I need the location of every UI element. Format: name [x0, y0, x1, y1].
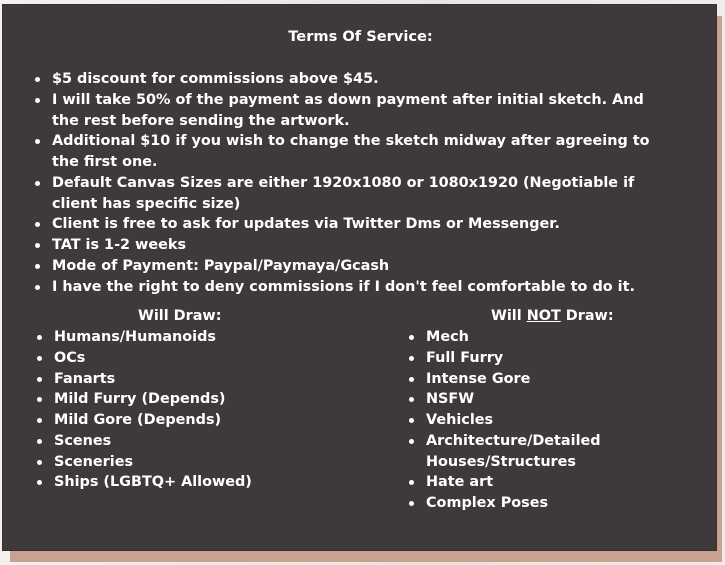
will-not-draw-item — [409, 493, 639, 514]
bullet-icon — [409, 501, 414, 506]
terms-item — [35, 214, 675, 235]
will-not-draw-list — [409, 327, 639, 514]
will-not-draw-item — [409, 348, 639, 369]
bullet-icon — [35, 77, 40, 82]
terms-item-text: Default Canvas Sizes are either 1920x1080 or 1080x1920 (Negotiable if client has specific size) — [52, 174, 635, 212]
bullet-icon — [37, 356, 42, 361]
bullet-icon — [37, 397, 42, 402]
will-not-draw-heading — [491, 306, 614, 326]
will-draw-item — [37, 348, 367, 369]
will-not-draw-item — [409, 389, 639, 410]
will-not-draw-heading-prefix: Will — [491, 308, 527, 324]
bullet-icon — [409, 335, 414, 340]
will-not-draw-item-text: NSFW — [426, 391, 475, 408]
bullet-icon — [409, 377, 414, 382]
will-draw-item — [37, 472, 367, 493]
terms-item-text: $5 discount for commissions above $45. — [52, 71, 379, 87]
terms-item-text: I have the right to deny commissions if I don't feel comfortable to do it. — [52, 278, 635, 295]
will-draw-item-text: Mild Furry (Depends) — [54, 391, 226, 408]
will-not-draw-heading-suffix: Draw: — [560, 308, 614, 324]
bullet-icon — [37, 418, 42, 423]
will-draw-item — [37, 431, 367, 452]
bullet-icon — [35, 98, 40, 103]
terms-item — [35, 277, 675, 298]
terms-title: Terms Of Service: — [288, 28, 433, 45]
will-draw-item-text: OCs — [54, 349, 86, 366]
will-not-draw-item-text: Architecture/Detailed Houses/Structures — [426, 432, 601, 470]
bullet-icon — [35, 243, 40, 248]
will-not-draw-item-text: Mech — [426, 329, 469, 345]
terms-item-text: Mode of Payment: Paypal/Paymaya/Gcash — [52, 257, 390, 274]
terms-item — [35, 69, 675, 90]
bullet-icon — [35, 285, 40, 290]
will-draw-item-text: Humans/Humanoids — [54, 329, 216, 345]
will-draw-item — [37, 389, 367, 410]
bullet-icon — [37, 377, 42, 382]
will-not-draw-item-text: Intense Gore — [426, 370, 531, 387]
will-not-draw-item — [409, 472, 639, 493]
will-not-draw-item-text: Complex Poses — [426, 495, 549, 511]
will-not-draw-heading-emphasis: NOT — [526, 308, 561, 324]
bullet-icon — [35, 264, 40, 269]
terms-item — [35, 90, 675, 132]
bullet-icon — [37, 335, 42, 340]
will-draw-item-text: Ships (LGBTQ+ Allowed) — [54, 474, 252, 491]
will-draw-item-text: Sceneries — [54, 453, 134, 470]
will-not-draw-item — [409, 327, 639, 348]
bullet-icon — [37, 439, 42, 444]
terms-item — [35, 173, 675, 215]
will-draw-list — [37, 327, 367, 493]
terms-item — [35, 131, 675, 173]
bullet-icon — [409, 439, 414, 444]
will-draw-item-text: Mild Gore (Depends) — [54, 412, 222, 428]
bullet-icon — [409, 356, 414, 361]
will-not-draw-item — [409, 410, 639, 431]
will-draw-item — [37, 369, 367, 390]
will-not-draw-item — [409, 431, 639, 473]
bullet-icon — [37, 460, 42, 465]
will-not-draw-item-text: Hate art — [426, 474, 494, 491]
will-not-draw-item — [409, 369, 639, 390]
will-draw-item-text: Fanarts — [54, 370, 116, 387]
will-draw-item — [37, 452, 367, 473]
terms-item-text: Additional $10 if you wish to change the sketch midway after agreeing to the first one. — [52, 133, 650, 170]
will-draw-item — [37, 327, 367, 348]
terms-card — [2, 4, 717, 551]
will-draw-item-text: Scenes — [54, 432, 112, 449]
bullet-icon — [409, 480, 414, 485]
will-not-draw-item-text: Full Furry — [426, 349, 504, 366]
bullet-icon — [409, 397, 414, 402]
will-draw-item — [37, 410, 367, 431]
terms-item-text: TAT is 1-2 weeks — [52, 237, 187, 253]
terms-list — [35, 69, 675, 297]
bullet-icon — [37, 480, 42, 485]
terms-item — [35, 235, 675, 256]
will-draw-heading: Will Draw: — [138, 308, 222, 324]
terms-item-text: I will take 50% of the payment as down payment after initial sketch. And the rest before sending the artwork. — [52, 91, 644, 129]
terms-item — [35, 256, 675, 277]
bullet-icon — [35, 181, 40, 186]
bullet-icon — [35, 222, 40, 227]
bullet-icon — [409, 418, 414, 423]
will-not-draw-item-text: Vehicles — [426, 412, 494, 428]
bullet-icon — [35, 139, 40, 144]
terms-item-text: Client is free to ask for updates via Twitter Dms or Messenger. — [52, 216, 560, 233]
